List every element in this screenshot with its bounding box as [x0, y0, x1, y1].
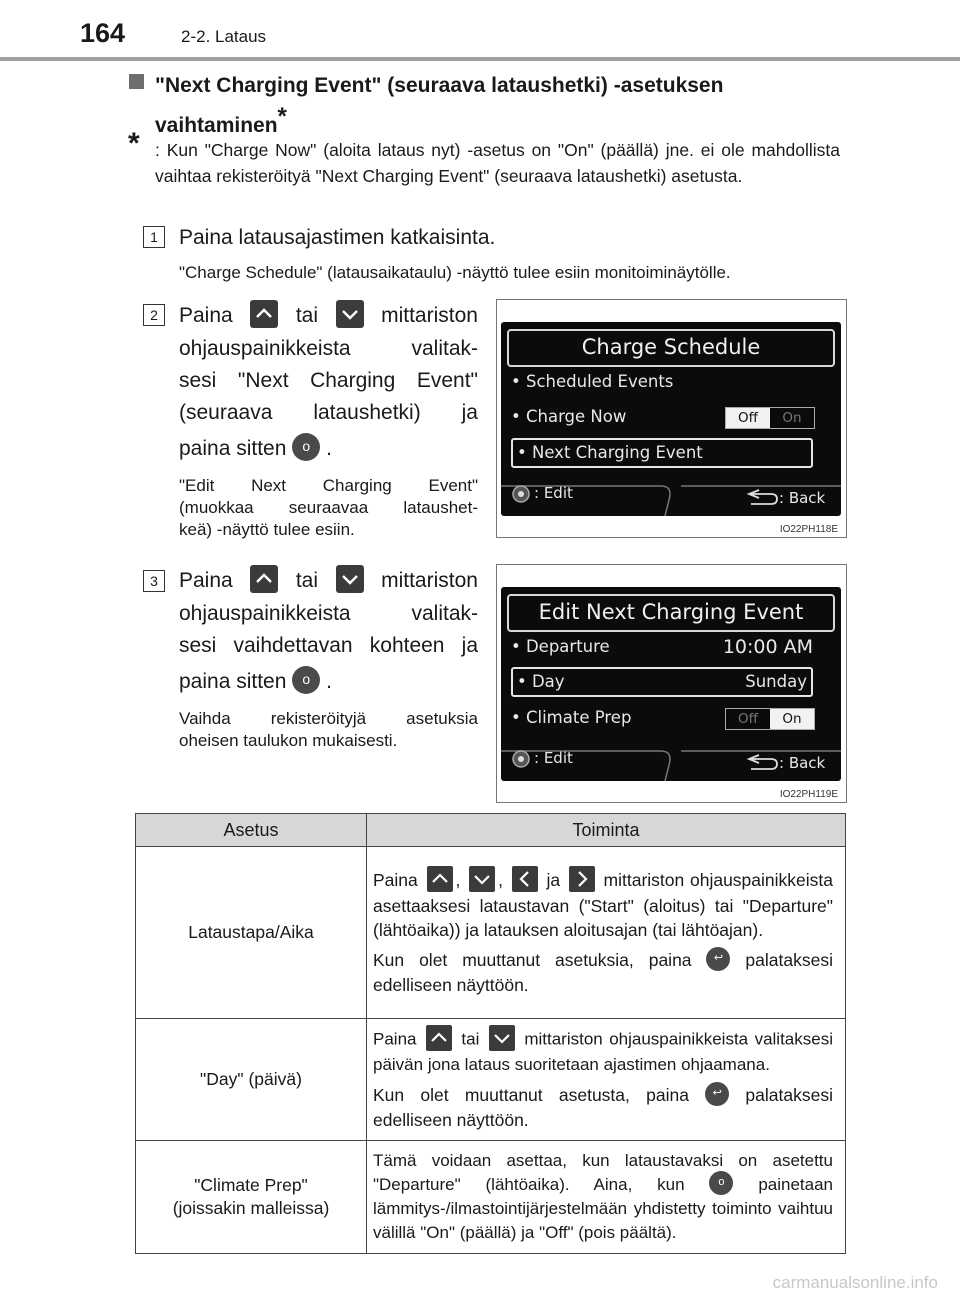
- row-paragraph: [373, 1149, 833, 1246]
- row-paragraph: [373, 1083, 833, 1132]
- row-paragraph: [373, 868, 833, 942]
- step-2-line-4: (seuraava lataushetki) ja: [179, 401, 478, 424]
- step-2-sub-1: "Edit Next Charging Event": [179, 476, 478, 495]
- screen-title: Edit Next Charging Event: [507, 594, 835, 632]
- row-key-day: "Day" (päivä): [136, 1019, 367, 1141]
- text: ,: [498, 869, 503, 890]
- step-2-sub-3: keä) -näyttö tulee esiin.: [179, 520, 355, 539]
- back-hint: : Back: [779, 754, 826, 772]
- step-3-sub-2: oheisen taulukon mukaisesti.: [179, 731, 398, 750]
- row-value-lataustapa: [367, 847, 846, 1019]
- charge-now-toggle[interactable]: [725, 407, 815, 429]
- page-number: 164: [80, 18, 126, 48]
- column-header-asetus: Asetus: [136, 814, 367, 847]
- edit-hint: : Edit: [534, 484, 573, 502]
- step-number-1: 1: [143, 226, 165, 248]
- figure-code: IO22PH118E: [779, 524, 838, 535]
- row-paragraph: [373, 948, 833, 997]
- settings-table: [135, 813, 846, 1254]
- footnote-text: : Kun "Charge Now" (aloita lataus nyt) -asetus on "On" (päällä) jne. ei ole mahdollista vaihtaa rekisteröityä "Next Charging Event" (seuraava lataushetki) asetusta.: [155, 140, 840, 186]
- screen-edit-next-charging-event: [501, 587, 841, 781]
- menu-item-label: • Charge Now: [511, 407, 627, 426]
- toggle-on: On: [770, 709, 814, 729]
- toggle-on: On: [782, 410, 802, 426]
- menu-item-charge-now[interactable]: [511, 404, 817, 430]
- step-number-3: 3: [143, 570, 165, 592]
- period: .: [326, 670, 332, 693]
- heading-square-icon: [129, 74, 144, 89]
- up-arrow-button-icon: [426, 1025, 452, 1051]
- down-arrow-button-icon: [336, 565, 364, 593]
- edit-hint: : Edit: [534, 749, 573, 767]
- step-3-line-2: ohjauspainikkeista valitak-: [179, 602, 478, 625]
- step-3-body: [179, 564, 478, 752]
- back-hint: : Back: [779, 489, 826, 507]
- down-arrow-button-icon: [469, 866, 495, 892]
- row-departure[interactable]: [511, 634, 817, 660]
- up-arrow-button-icon: [250, 300, 278, 328]
- text: palataksesi edelliseen näyttöön.: [373, 1084, 833, 1131]
- step-2-line-3: sesi "Next Charging Event": [179, 369, 478, 392]
- step-2-line-2: ohjauspainikkeista valitak-: [179, 337, 478, 360]
- toggle-off: Off: [726, 408, 770, 428]
- step-1-subtext: "Charge Schedule" (latausaikataulu) -näyttö tulee esiin monitoiminäytölle.: [179, 263, 731, 282]
- back-button-icon: ↩: [705, 1082, 729, 1106]
- text: mittariston ohjauspainikkeista valitaksesi päivän jona lataus suoritetaan ajastimen ohjaamana.: [373, 1029, 833, 1074]
- row-climate-prep[interactable]: [511, 705, 817, 731]
- period: .: [326, 437, 332, 460]
- up-arrow-button-icon: [250, 565, 278, 593]
- menu-item-scheduled-events[interactable]: • Scheduled Events: [511, 372, 674, 391]
- text: ,: [455, 869, 461, 890]
- header-rule: [0, 57, 960, 61]
- text-mittariston: mittariston: [381, 569, 478, 592]
- back-button-icon: ↩: [706, 947, 730, 971]
- text-paina-sitten: paina sitten: [179, 437, 287, 460]
- text-mittariston: mittariston: [381, 304, 478, 327]
- step-1-title: Paina latausajastimen katkaisinta.: [179, 226, 496, 249]
- table-row: [136, 847, 846, 1019]
- text-tai: tai: [295, 569, 318, 592]
- row-value-climate-prep: [367, 1141, 846, 1254]
- heading-text: "Next Charging Event" (seuraava lataushetki) -asetuksen vaihtaminen: [155, 74, 724, 137]
- step-2-sub-2: (muokkaa seuraavaa lataushet-: [179, 498, 478, 517]
- text: Paina: [373, 1029, 417, 1049]
- text: painetaan lämmitys-/ilmastointijärjestelmään yhdistetty toiminto vaihtuu välillä "On" (päällä) ja "Off" (pois päältä).: [373, 1174, 833, 1243]
- menu-item-next-charging-event[interactable]: • Next Charging Event: [511, 438, 813, 468]
- column-header-toiminta: Toiminta: [367, 814, 846, 847]
- step-2-body: [179, 299, 478, 541]
- row-label: • Day: [517, 672, 565, 691]
- figure-edit-next-charging-event: [496, 564, 847, 803]
- right-arrow-button-icon: [569, 866, 595, 892]
- section-heading: [155, 70, 845, 141]
- footnote-mark: *: [128, 127, 140, 160]
- text-tai: tai: [295, 304, 318, 327]
- step-3-line-3: sesi vaihdettavan kohteen ja: [179, 634, 478, 657]
- down-arrow-button-icon: [489, 1025, 515, 1051]
- row-value-day: [367, 1019, 846, 1141]
- text-paina-sitten: paina sitten: [179, 670, 287, 693]
- table-row: [136, 1141, 846, 1254]
- climate-prep-toggle[interactable]: [725, 708, 815, 730]
- row-label: • Climate Prep: [511, 708, 632, 727]
- text: palataksesi edelliseen näyttöön.: [373, 950, 833, 996]
- left-arrow-button-icon: [512, 866, 538, 892]
- text-paina: Paina: [179, 569, 233, 592]
- row-key-lataustapa: Lataustapa/Aika: [136, 847, 367, 1019]
- text: mittariston ohjauspainikkeista asettaaksesi lataustavan ("Start" (aloitus) tai "Departure" (lähtöaika)) ja latauksen aloitusajan (tai lähtöajan).: [373, 869, 833, 940]
- row-key-climate-prep: "Climate Prep" (joissakin malleissa): [136, 1141, 367, 1254]
- watermark: carmanualsonline.info: [772, 1273, 938, 1292]
- toggle-off: Off: [738, 711, 758, 727]
- row-label: • Departure: [511, 637, 610, 656]
- step-3-sub-1: Vaihda rekisteröityjä asetuksia: [179, 709, 478, 728]
- step-3-line-4: [179, 666, 478, 698]
- figure-code: IO22PH119E: [779, 789, 838, 800]
- step-2-line-5: [179, 433, 478, 465]
- row-paragraph: [373, 1027, 833, 1077]
- up-arrow-button-icon: [427, 866, 453, 892]
- screen-charge-schedule: [501, 322, 841, 516]
- table-header-row: [136, 814, 846, 847]
- ok-button-icon: o: [292, 666, 320, 694]
- table-row: [136, 1019, 846, 1141]
- text: Tämä voidaan asettaa, kun lataustavaksi on asetettu "Departure" (lähtöaika). Aina, kun: [373, 1150, 833, 1194]
- text: ja: [546, 869, 561, 890]
- row-value: Sunday: [745, 672, 807, 691]
- step-2-line-1: [179, 299, 478, 333]
- text: Paina: [373, 869, 418, 890]
- text: Kun olet muuttanut asetusta, paina: [373, 1084, 689, 1105]
- row-day[interactable]: [511, 667, 813, 697]
- section-title: 2-2. Lataus: [181, 27, 267, 46]
- ok-button-icon: o: [292, 433, 320, 461]
- step-number-2: 2: [143, 304, 165, 326]
- ok-button-icon: o: [709, 1171, 733, 1195]
- text: tai: [461, 1029, 480, 1049]
- text: Kun olet muuttanut asetuksia, paina: [373, 950, 692, 970]
- text-paina: Paina: [179, 304, 233, 327]
- screen-title: Charge Schedule: [507, 329, 835, 367]
- down-arrow-button-icon: [336, 300, 364, 328]
- figure-charge-schedule: [496, 299, 847, 538]
- footnote: [128, 127, 840, 189]
- heading-footnote-mark: *: [277, 103, 287, 130]
- step-3-line-1: [179, 564, 478, 598]
- row-value: 10:00 AM: [722, 636, 813, 658]
